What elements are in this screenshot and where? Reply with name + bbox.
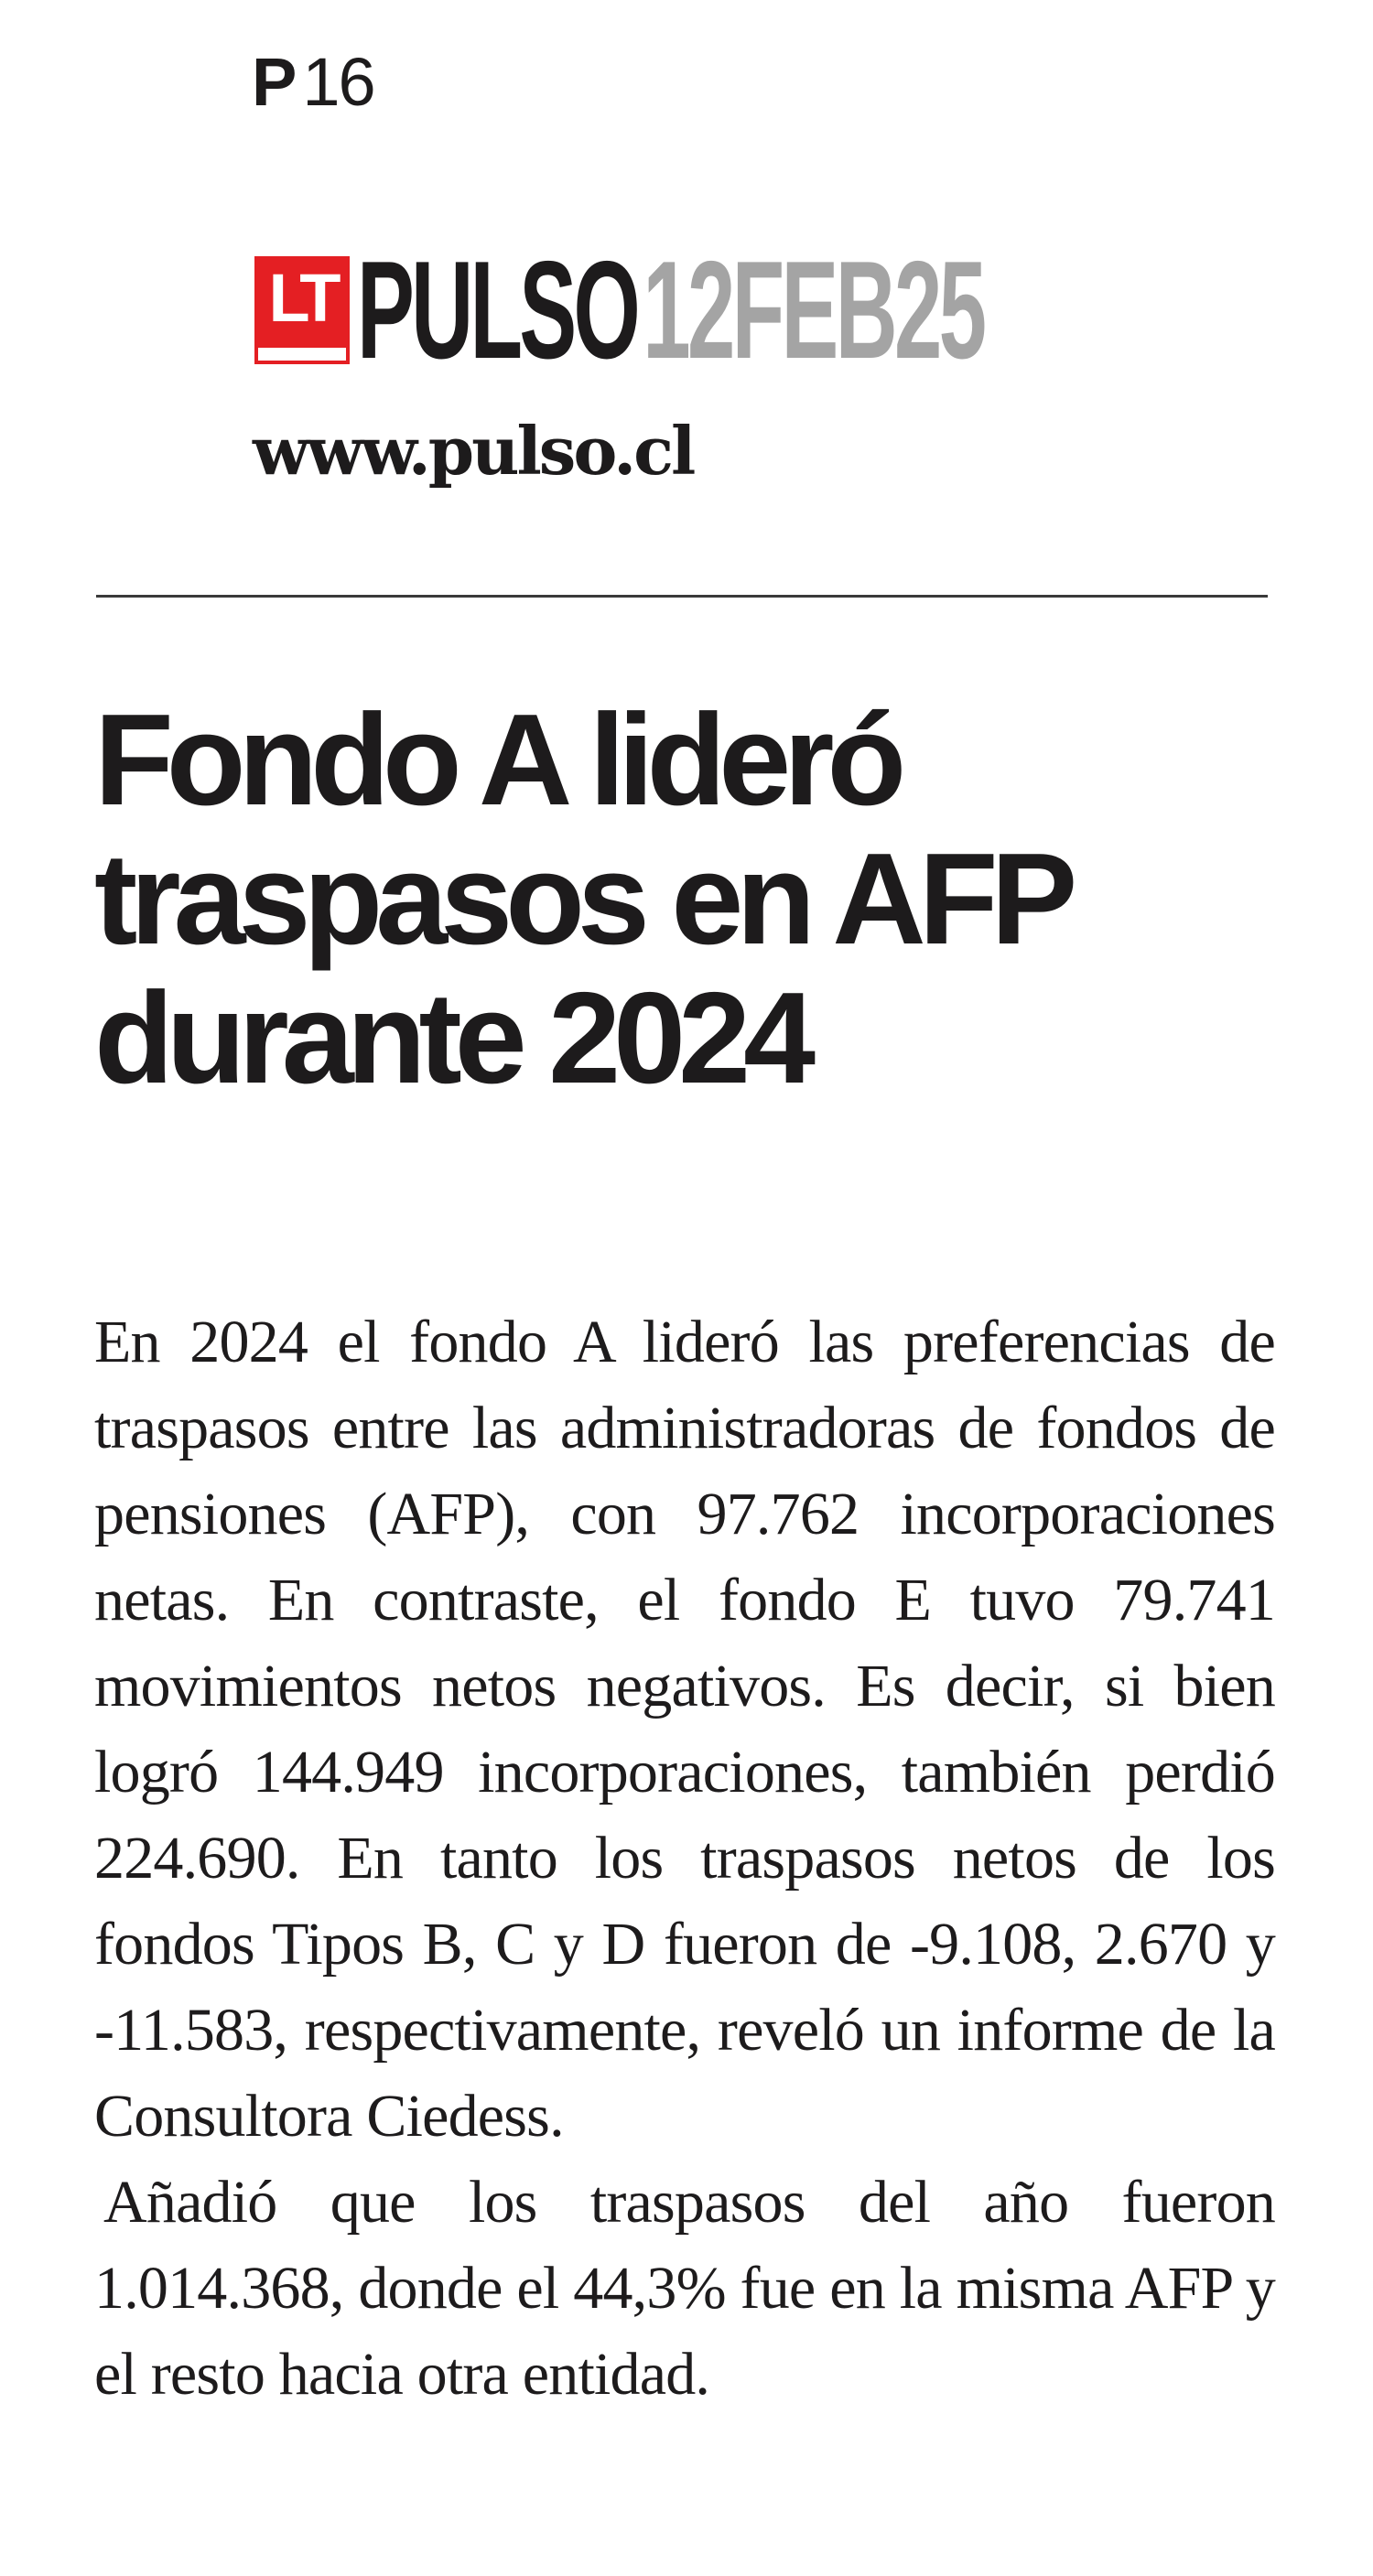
article-headline: Fondo A lideró traspasos en AFP durante 2024 (94, 687, 1068, 1111)
edition-date: 12FEB25 (643, 232, 984, 388)
website-url: www.pulso.cl (253, 412, 694, 490)
page-number-value: 16 (302, 44, 374, 120)
page-number (252, 46, 374, 119)
masthead (254, 232, 1368, 388)
page-letter: P (252, 44, 296, 120)
lt-logo-text: LT (268, 260, 336, 336)
article-paragraph: En 2024 el fondo A lideró las preferencias de traspasos entre las administradoras de fondos de pensiones (AFP), con 97.762 incorporaciones netas. En contraste, el fondo E tuvo 79.741 movimientos netos negativos. Es decir, si bien logró 144.949 incorporaciones, también perdió 224.690. En tanto los traspasos netos de los fondos Tipos B, C y D fueron de -9.108, 2.670 y -11.583, respectivamente, reveló un informe de la Consultora Ciedess. (94, 1309, 1275, 2150)
brand-wordmark (357, 232, 984, 388)
lt-logo-icon (254, 256, 350, 364)
article-body (94, 1299, 1275, 2418)
divider (96, 595, 1268, 598)
brand-name: PULSO (357, 232, 638, 388)
article-paragraph: Añadió que los traspasos del año fueron 1.014.368, donde el 44,3% fue en la misma AFP y el resto hacia otra entidad. (94, 2169, 1275, 2408)
